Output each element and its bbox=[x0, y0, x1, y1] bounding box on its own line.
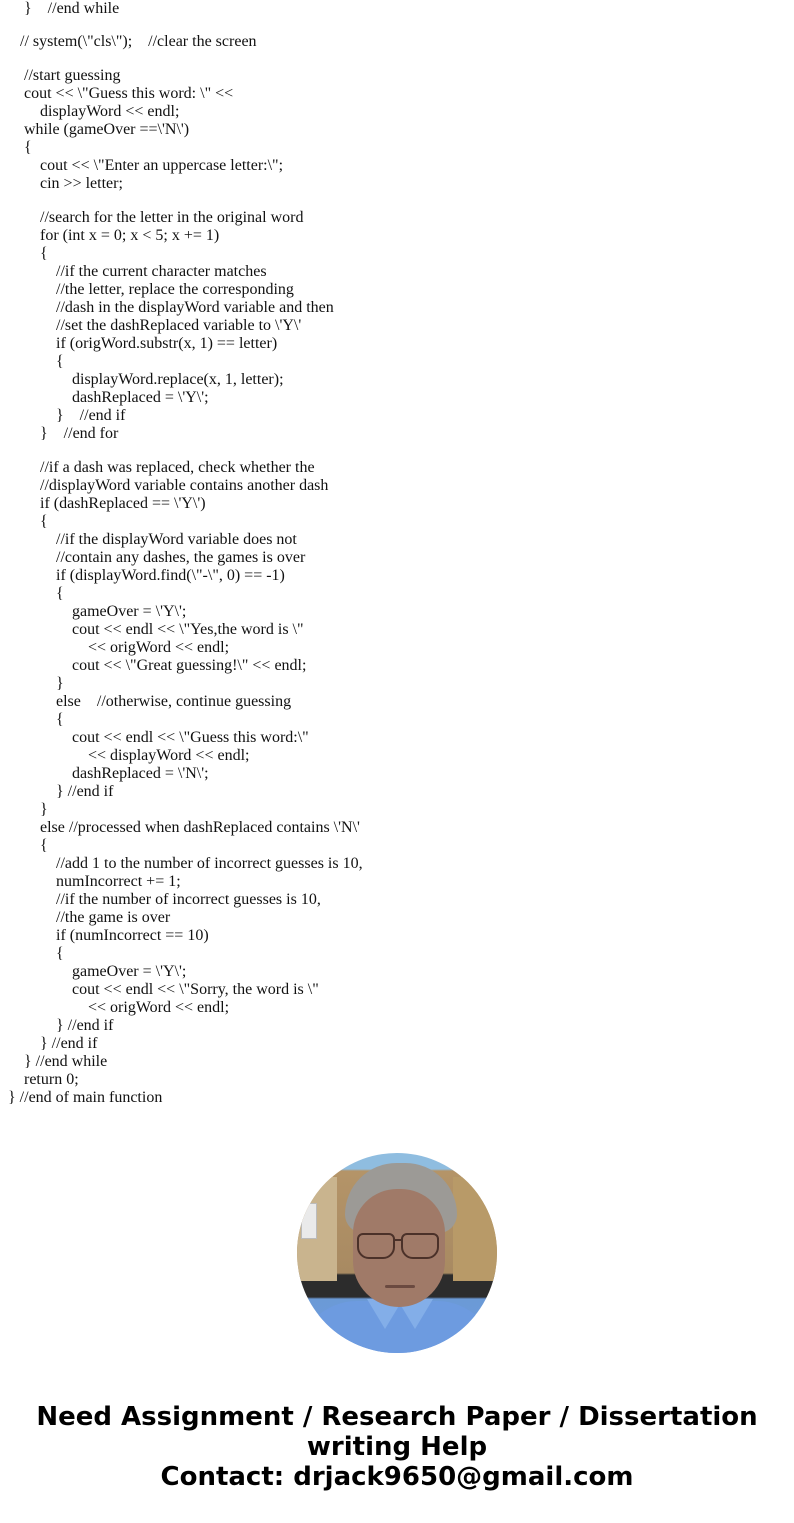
code-line: cin >> letter; bbox=[40, 175, 123, 192]
code-line: << origWord << endl; bbox=[88, 999, 230, 1016]
code-line: //if the number of incorrect guesses is 10, bbox=[56, 891, 321, 908]
code-line: cout << \"Guess this word: \" << bbox=[24, 85, 234, 102]
code-line: { bbox=[56, 353, 64, 370]
code-line: //displayWord variable contains another dash bbox=[40, 477, 329, 494]
code-line: //if the current character matches bbox=[56, 263, 267, 280]
wall-panel-right bbox=[453, 1177, 497, 1281]
code-line: //if the displayWord variable does not bbox=[56, 531, 297, 548]
code-line: while (gameOver ==\'N\') bbox=[24, 121, 190, 138]
code-line: //start guessing bbox=[24, 67, 121, 84]
code-line: // system(\"cls\"); //clear the screen bbox=[20, 33, 257, 50]
code-line: } //end if bbox=[56, 783, 114, 800]
code-line: //the letter, replace the corresponding bbox=[56, 281, 294, 298]
code-line: { bbox=[40, 837, 48, 854]
banner-line-3: Contact: drjack9650@gmail.com bbox=[160, 1462, 634, 1492]
code-line: numIncorrect += 1; bbox=[56, 873, 181, 890]
banner-line-1: Need Assignment / Research Paper / Dissertation bbox=[36, 1402, 758, 1432]
glasses-right-lens bbox=[401, 1233, 439, 1259]
code-line: //add 1 to the number of incorrect guesses is 10, bbox=[56, 855, 363, 872]
code-line: { bbox=[56, 945, 64, 962]
glasses-bridge bbox=[393, 1239, 403, 1241]
code-line: cout << endl << \"Yes,the word is \" bbox=[72, 621, 304, 638]
code-line: displayWord.replace(x, 1, letter); bbox=[72, 371, 284, 388]
code-line: } bbox=[56, 675, 64, 692]
code-line: cout << \"Great guessing!\" << endl; bbox=[72, 657, 307, 674]
code-line: { bbox=[56, 711, 64, 728]
code-line: //if a dash was replaced, check whether the bbox=[40, 459, 315, 476]
code-line: gameOver = \'Y\'; bbox=[72, 963, 187, 980]
code-line: //contain any dashes, the games is over bbox=[56, 549, 306, 566]
code-line: { bbox=[56, 585, 64, 602]
code-line: for (int x = 0; x < 5; x += 1) bbox=[40, 227, 220, 244]
wall-switch bbox=[301, 1203, 317, 1239]
author-avatar bbox=[297, 1153, 497, 1353]
glasses-left-lens bbox=[357, 1233, 395, 1259]
code-line: } //end while bbox=[24, 0, 120, 17]
code-line: } //end for bbox=[40, 425, 119, 442]
code-line: dashReplaced = \'Y\'; bbox=[72, 389, 209, 406]
code-line: if (displayWord.find(\"-\", 0) == -1) bbox=[56, 567, 285, 584]
code-line: if (origWord.substr(x, 1) == letter) bbox=[56, 335, 278, 352]
code-line: //the game is over bbox=[56, 909, 171, 926]
code-line: } //end if bbox=[56, 407, 126, 424]
code-line: //set the dashReplaced variable to \'Y\' bbox=[56, 317, 302, 334]
code-line: //search for the letter in the original word bbox=[40, 209, 304, 226]
code-line: return 0; bbox=[24, 1071, 79, 1088]
code-line: << origWord << endl; bbox=[88, 639, 230, 656]
code-line: dashReplaced = \'N\'; bbox=[72, 765, 209, 782]
code-line: else //processed when dashReplaced contains \'N\' bbox=[40, 819, 360, 836]
code-line: { bbox=[40, 513, 48, 530]
code-line: { bbox=[40, 245, 48, 262]
code-line: << displayWord << endl; bbox=[88, 747, 250, 764]
code-line: //dash in the displayWord variable and then bbox=[56, 299, 334, 316]
code-line: else //otherwise, continue guessing bbox=[56, 693, 292, 710]
contact-banner bbox=[0, 1402, 794, 1492]
code-line: gameOver = \'Y\'; bbox=[72, 603, 187, 620]
code-line: displayWord << endl; bbox=[40, 103, 180, 120]
code-line: cout << endl << \"Guess this word:\" bbox=[72, 729, 309, 746]
banner-line-2: writing Help bbox=[306, 1432, 488, 1462]
mouth bbox=[385, 1285, 415, 1288]
code-line: } //end of main function bbox=[8, 1089, 163, 1106]
code-line: } bbox=[40, 801, 48, 818]
code-line: } //end while bbox=[24, 1053, 108, 1070]
code-line: cout << \"Enter an uppercase letter:\"; bbox=[40, 157, 284, 174]
code-line: { bbox=[24, 139, 32, 156]
code-line: cout << endl << \"Sorry, the word is \" bbox=[72, 981, 319, 998]
code-line: if (dashReplaced == \'Y\') bbox=[40, 495, 206, 512]
code-line: } //end if bbox=[40, 1035, 98, 1052]
code-line: } //end if bbox=[56, 1017, 114, 1034]
code-line: if (numIncorrect == 10) bbox=[56, 927, 209, 944]
